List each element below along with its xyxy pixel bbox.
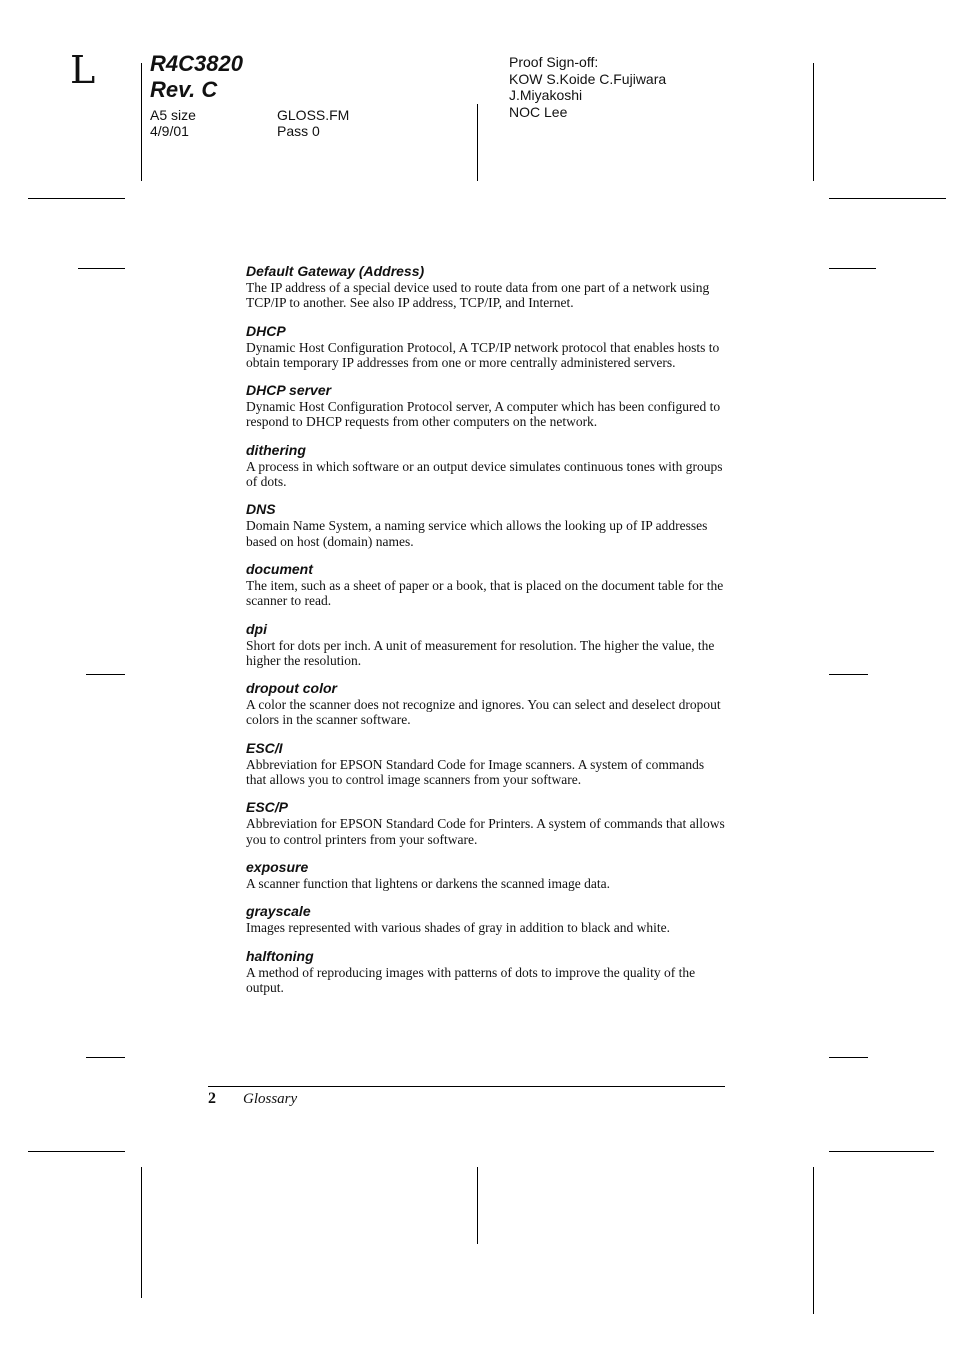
registration-mark (78, 268, 125, 269)
glossary-term: ESC/P (246, 799, 289, 816)
registration-mark (86, 674, 125, 675)
glossary-entry (246, 263, 726, 311)
glossary-entry (246, 903, 726, 935)
glossary-definition: Domain Name System, a naming service which allows the looking up of IP addresses based on host (domain) names. (246, 518, 708, 549)
glossary-term: grayscale (246, 903, 311, 920)
glossary-term: Default Gateway (Address) (246, 263, 425, 279)
model-name: R4C3820 (150, 51, 243, 76)
file-label: GLOSS.FM (277, 107, 350, 123)
registration-mark (829, 268, 876, 269)
glossary-definition: A color the scanner does not recognize and ignores. You can select and deselect dropout colors in the scanner software. (246, 697, 721, 728)
glossary-entry (246, 859, 726, 891)
running-footer-title: Glossary (243, 1091, 298, 1107)
registration-mark (86, 1057, 125, 1058)
glossary-entry (246, 501, 726, 549)
glossary-entry (246, 442, 726, 490)
glossary-entry (246, 799, 726, 847)
model-revision: Rev. C (150, 77, 218, 102)
date-label: 4/9/01 (150, 123, 189, 139)
proof-signoff (509, 54, 666, 120)
glossary-definition: Dynamic Host Configuration Protocol, A TCP/IP network protocol that enables hosts to obtain temporary IP addresses from one or more centrally administered servers. (246, 339, 720, 370)
section-letter: L (70, 48, 96, 92)
glossary-definition: Dynamic Host Configuration Protocol server, A computer which has been configured to respond to DHCP requests from other computers on the network. (246, 399, 721, 430)
glossary-term: dithering (246, 441, 306, 458)
glossary-term: dropout color (246, 680, 337, 697)
glossary-term: DHCP server (246, 382, 332, 399)
glossary-definition: The item, such as a sheet of paper or a book, that is placed on the document table for the scanner to read. (246, 577, 724, 609)
glossary-entry (246, 323, 726, 371)
glossary-entry (246, 680, 726, 728)
glossary-term: exposure (246, 858, 309, 875)
proof-line: KOW S.Koide C.Fujiwara (509, 70, 667, 87)
footer-rule (208, 1086, 725, 1087)
registration-mark (829, 674, 868, 675)
glossary-term: ESC/I (246, 739, 283, 756)
glossary-definition: Abbreviation for EPSON Standard Code for Printers. A system of commands that allows you to control printers from your software. (246, 816, 725, 847)
glossary-definition: Images represented with various shades of gray in addition to black and white. (246, 920, 671, 936)
crop-mark (829, 1151, 934, 1152)
glossary-term: DNS (246, 501, 276, 518)
crop-mark (477, 1167, 478, 1244)
glossary-definition: A scanner function that lightens or darkens the scanned image data. (246, 875, 611, 891)
proof-line: Proof Sign-off: (509, 54, 599, 70)
glossary-definition: The IP address of a special device used to route data from one part of a network using TCP/IP to another. See also IP address, TCP/IP, and Internet. (246, 280, 710, 311)
page-number: 2 (208, 1090, 216, 1107)
glossary-entry (246, 561, 726, 609)
proof-line: J.Miyakoshi (509, 87, 583, 103)
crop-mark (477, 104, 478, 181)
glossary-definition: A process in which software or an output device simulates continuous tones with groups of dots. (246, 458, 723, 490)
glossary-definition: Short for dots per inch. A unit of measurement for resolution. The higher the value, the higher the resolution. (246, 637, 715, 668)
crop-mark (829, 198, 946, 199)
crop-mark (141, 63, 142, 181)
crop-mark (28, 198, 125, 199)
glossary-term: DHCP (246, 322, 286, 339)
model-title (150, 51, 243, 103)
size-label: A5 size (150, 107, 196, 123)
glossary-term: document (246, 560, 313, 577)
glossary-entry (246, 740, 726, 788)
glossary-list (246, 263, 726, 1007)
glossary-definition: Abbreviation for EPSON Standard Code for Image scanners. A system of commands that allows you to control image scanners from your software. (246, 756, 705, 788)
glossary-entry (246, 382, 726, 430)
crop-mark (813, 1167, 814, 1314)
glossary-entry (246, 948, 726, 996)
glossary-definition: A method of reproducing images with patterns of dots to improve the quality of the output. (246, 964, 696, 995)
glossary-term: dpi (246, 620, 267, 637)
pass-label: Pass 0 (277, 123, 320, 139)
glossary-term: halftoning (246, 947, 314, 964)
proof-line: NOC Lee (509, 103, 568, 120)
glossary-entry (246, 621, 726, 669)
crop-mark (28, 1151, 125, 1152)
crop-mark (813, 63, 814, 181)
crop-mark (141, 1167, 142, 1298)
registration-mark (829, 1057, 868, 1058)
